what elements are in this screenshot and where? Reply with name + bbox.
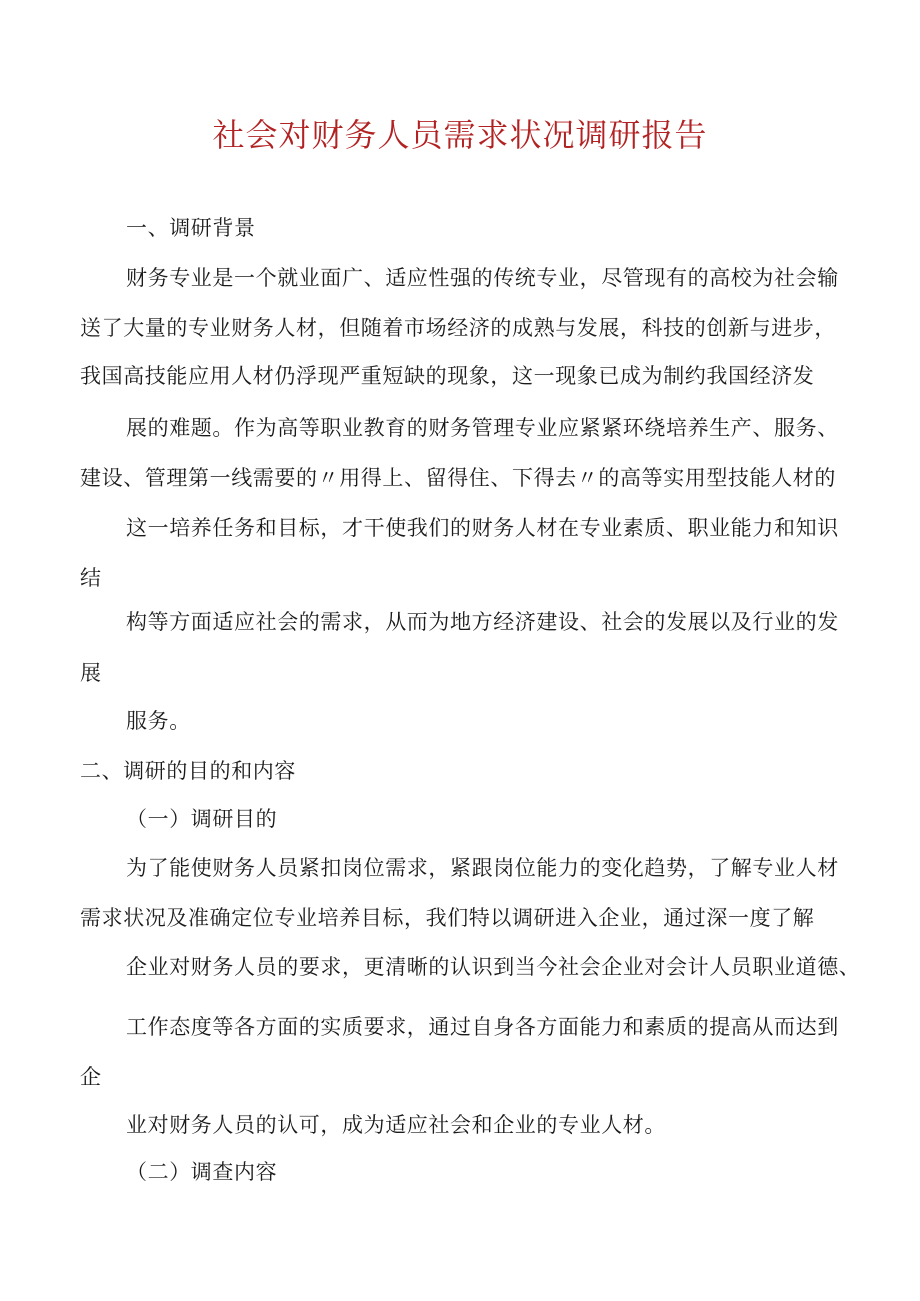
paragraph-line: 业对财务人员的认可，成为适应社会和企业的专业人材。 [126, 1113, 666, 1137]
paragraph-line: 我国高技能应用人材仍浮现严重短缺的现象，这一现象已成为制约我国经济发 [80, 364, 815, 388]
paragraph-line: 财务专业是一个就业面广、适应性强的传统专业，尽管现有的高校为社会输 [126, 266, 839, 290]
paragraph-line: 企业对财务人员的要求，更清晰的认识到当今社会企业对会计人员职业道德、 [126, 955, 861, 979]
paragraph-line: 展 [80, 661, 102, 685]
document-title: 社会对财务人员需求状况调研报告 [212, 116, 708, 154]
paragraph-line: 结 [80, 566, 102, 590]
paragraph-line: 送了大量的专业财务人材，但随着市场经济的成熟与发展，科技的创新与进步， [80, 316, 836, 340]
subsection-heading-purpose: （一）调研目的 [126, 807, 278, 831]
paragraph-line: 这一培养任务和目标，才干使我们的财务人材在专业素质、职业能力和知识 [126, 516, 839, 540]
paragraph-line: 需求状况及准确定位专业培养目标，我们特以调研进入企业，通过深一度了解 [80, 906, 815, 930]
subsection-heading-survey-content: （二）调查内容 [126, 1160, 278, 1184]
paragraph-line: 构等方面适应社会的需求，从而为地方经济建设、社会的发展以及行业的发 [126, 610, 839, 634]
paragraph-line: 企 [80, 1065, 102, 1089]
section-heading-background: 一、调研背景 [126, 216, 256, 240]
paragraph-line: 服务。 [126, 709, 191, 733]
section-heading-purpose-content: 二、调研的目的和内容 [80, 759, 296, 783]
paragraph-line: 建设、管理第一线需要的〃用得上、留得住、下得去〃的高等实用型技能人材的 [80, 466, 836, 490]
paragraph-line: 展的难题。作为高等职业教育的财务管理专业应紧紧环绕培养生产、服务、 [126, 416, 839, 440]
paragraph-line: 工作态度等各方面的实质要求，通过自身各方面能力和素质的提高从而达到 [126, 1015, 839, 1039]
paragraph-line: 为了能使财务人员紧扣岗位需求，紧跟岗位能力的变化趋势，了解专业人材 [126, 856, 839, 880]
